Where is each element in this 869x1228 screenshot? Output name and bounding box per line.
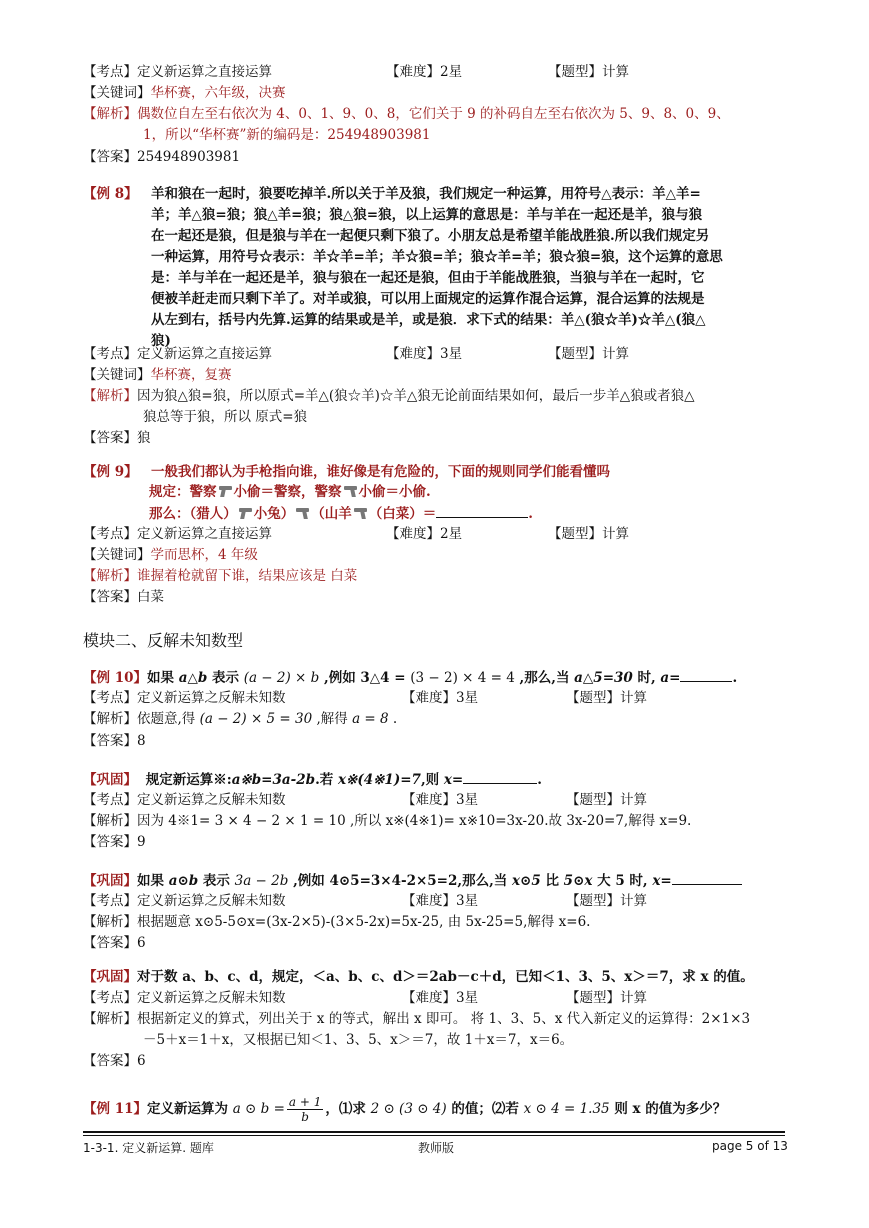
example-8-question [83,184,701,204]
tixing-value: 计算 [620,990,647,1006]
kaodian-row [83,688,647,708]
kaodian-label: 【考点】 [83,792,137,808]
equals-sign: ＝ [422,506,437,522]
q-math: a※b=3a-2b [231,772,316,788]
kaodian-row [83,891,647,911]
jiexi-row [83,104,730,124]
q-line: 从左到右，括号内先算.运算的结果或是羊，或是狼．求下式的结果：羊△(狼☆羊)☆羊△(狼△ [151,312,706,328]
practice-tag: 【巩固】 [83,772,137,788]
jiexi-row [83,912,590,932]
q-text: 表示 [198,873,235,889]
q-math: a⊙b [168,873,199,889]
jiexi-row [83,709,397,729]
q-line: 一般我们都认为手枪指向谁，谁好像是有危险的，下面的规则同学们能看懂吗 [151,464,610,480]
pistol-icon [344,485,357,497]
q-math: (3 − 2) × 4 = 4 [410,670,515,686]
keyword-label: 【关键词】 [83,367,151,383]
daan-row [83,428,151,448]
q-text: ,例如 4⊙5=3×4-2×5=2,那么,当 [288,873,512,889]
kaodian-value: 定义新运算之直接运算 [137,64,272,80]
daan-row [83,587,164,607]
keyword-label: 【关键词】 [83,547,151,563]
nandu-label: 【难度】 [386,64,440,80]
nandu-label: 【难度】 [402,690,456,706]
pistol-icon [239,507,252,519]
practice-3-question [83,967,754,987]
daan-label: 【答案】 [83,834,137,850]
example-10-question [83,667,737,688]
example-9-query [149,503,533,524]
comma: ， [301,484,315,500]
jiexi-label: 【解析】 [83,813,137,829]
jiexi-text: 依题意,得 [137,711,200,727]
daan-value: 狼 [137,430,151,446]
practice-tag: 【巩固】 [83,873,137,889]
jiexi-row [83,386,695,406]
keyword-value: 华杯赛，复赛 [150,367,232,383]
keyword-value: 华杯赛，六年级，决赛 [150,85,286,101]
daan-label: 【答案】 [83,935,137,951]
q-math: a△b [178,670,208,686]
jiexi-text: ,解得 [312,711,353,727]
jiexi-label: 【解析】 [83,914,137,930]
jiexi-text: 因为 4※1= [137,813,215,829]
tixing-value: 计算 [620,792,647,808]
kaodian-row [83,344,629,364]
q-text: 比 [540,873,564,889]
nandu-label: 【难度】 [386,346,440,362]
footer-center: 教师版 [418,1141,455,1155]
kaodian-row [83,790,647,810]
jiexi-label: 【解析】 [83,106,137,122]
jiexi-label: 【解析】 [83,711,137,727]
answer-blank [672,870,742,885]
keyword-label: 【关键词】 [83,85,151,101]
kaodian-value: 定义新运算之反解未知数 [137,690,286,706]
tixing-value: 计算 [620,893,647,909]
jiexi-text: 谁握着枪就留下谁，结果应该是 白菜 [137,568,358,584]
q-line: 羊和狼在一起时，狼要吃掉羊.所以关于羊及狼，我们规定一种运算，用符号△表示：羊△羊= [151,186,701,202]
hunter-text: （猎人） [189,506,237,522]
daan-label: 【答案】 [83,589,137,605]
q-text: ,则 [420,772,444,788]
jiexi-label: 【解析】 [83,1011,137,1027]
jiexi-math: a = 8 [352,711,389,727]
sheep-text: （山羊 [311,506,352,522]
tixing-value: 计算 [602,64,629,80]
q-text: 则 x 的值为多少？ [609,1101,727,1117]
daan-label: 【答案】 [83,149,137,165]
daan-label: 【答案】 [83,1053,137,1069]
q-math: a= [660,670,681,686]
nandu-value: 3星 [440,346,463,362]
example-9-question [83,462,610,482]
police-text: 警察 [274,484,301,500]
fraction [287,1095,323,1124]
jiexi-text-cont: －5＋x＝1＋x，又根据已知＜1、3、5、x＞＝7，故 1＋x＝7，x＝6。 [143,1032,574,1048]
thief-text: 小偷 [358,484,386,500]
q-line: 是：羊与羊在一起还是羊，狼与狼在一起还是狼，但由于羊能战胜狼，当狼与羊在一起时，它 [151,270,705,286]
kaodian-label: 【考点】 [83,690,137,706]
nandu-value: 3星 [456,690,479,706]
q-text: .若 [315,772,338,788]
jiexi-text: 偶数位自左至右依次为 4、0、1、9、0、8，它们关于 9 的补码自左至右依次为 5、9、8、0、9、 [137,106,730,122]
daan-label: 【答案】 [83,733,137,749]
q-math: a△5=30 [574,670,633,686]
footer-rule-thin [83,1135,785,1136]
practice-2-question [83,870,742,891]
practice-1-question [83,769,542,790]
practice-tag: 【巩固】 [83,969,137,985]
q-text: 大 5 时, [592,873,653,889]
jiexi-text: ,所以 x※(4※1)= x※10=3x-20.故 3x-20=7,解得 x=9. [345,813,692,829]
example-11-tag: 【例 11】 [83,1101,147,1117]
tixing-label: 【题型】 [566,990,620,1006]
q-math: 2 ⊙ (3 ⊙ 4) [370,1101,447,1117]
equals-sign: ＝ [260,484,274,500]
tixing-value: 计算 [620,690,647,706]
cabbage-text: （白菜） [368,506,423,522]
tixing-label: 【题型】 [566,893,620,909]
q-text: 时, [632,670,661,686]
daan-row [83,933,146,953]
jiexi-text: 因为狼△狼=狼，所以原式=羊△(狼☆羊)☆羊△狼无论前面结果如何，最后一步羊△狼或者狼△ [137,388,695,404]
q-math: x※(4※1)=7 [337,772,421,788]
keyword-row [83,83,286,103]
police-text: 警察 [314,484,342,500]
daan-value: 6 [137,935,146,951]
jiexi-row [83,811,691,831]
nandu-label: 【难度】 [402,792,456,808]
kaodian-label: 【考点】 [83,893,137,909]
pistol-icon [296,507,309,519]
answer-blank [463,769,537,784]
daan-row [83,1051,146,1071]
period: . [528,506,533,522]
keyword-row [83,545,258,565]
tixing-label: 【题型】 [548,346,602,362]
nandu-label: 【难度】 [402,893,456,909]
nandu-value: 2星 [440,64,463,80]
example-9-rule [149,482,431,502]
kaodian-row [83,524,629,544]
police-text: 警察 [189,484,217,500]
q-text: ，⑴求 [325,1101,371,1117]
q-math: 5⊙x [563,873,593,889]
tixing-label: 【题型】 [566,690,620,706]
q-text: ,例如 3△4 = [319,670,411,686]
footer-left: 1-3-1. 定义新运算. 题库 [83,1141,214,1155]
daan-row [83,731,146,751]
period: . [426,484,431,500]
daan-label: 【答案】 [83,430,137,446]
fraction-numerator: a + 1 [288,1095,322,1109]
nandu-label: 【难度】 [386,526,440,542]
tixing-label: 【题型】 [566,792,620,808]
example-10-tag: 【例 10】 [83,670,147,686]
footer-rule-thick [83,1131,785,1133]
daan-value: 254948903981 [137,149,241,165]
q-math: 3a − 2b [234,873,289,889]
q-math: (a − 2) × b [243,670,320,686]
tixing-label: 【题型】 [548,526,602,542]
kaodian-value: 定义新运算之反解未知数 [137,893,286,909]
kaodian-value: 定义新运算之直接运算 [137,526,272,542]
kaodian-row [83,988,647,1008]
nandu-value: 2星 [440,526,463,542]
nandu-value: 3星 [456,893,479,909]
tixing-value: 计算 [602,346,629,362]
kaodian-label: 【考点】 [83,346,137,362]
q-text: 如果 [147,670,179,686]
q-text: 表示 [207,670,244,686]
period: . [732,670,738,686]
pistol-icon [219,485,232,497]
jiexi-text-cont: 1，所以“华杯赛”新的编码是：254948903981 [143,127,431,143]
kaodian-label: 【考点】 [83,526,137,542]
kaodian-label: 【考点】 [83,990,137,1006]
q-line: 狼) [151,333,171,349]
q-math: x⊙5 [512,873,541,889]
daan-row [83,832,146,852]
q-text: 定义新运算为 [147,1101,233,1117]
query-prefix: 那么： [149,506,190,522]
nandu-value: 3星 [456,990,479,1006]
thief-text: 小偷 [399,484,426,500]
fraction-denominator: b [301,1110,309,1124]
jiexi-text: 根据题意 x⊙5-5⊙x=(3x-2×5)-(3×5-2x)=5x-25, 由 5x-25=5,解得 x=6. [137,914,591,930]
q-line: 在一起还是狼，但是狼与羊在一起便只剩下狼了。小朋友总是希望羊能战胜狼.所以我们规定另 [151,228,710,244]
q-text: ,那么,当 [514,670,575,686]
equals-sign: ＝ [385,484,399,500]
kaodian-label: 【考点】 [83,64,137,80]
section-heading: 模块二、反解未知数型 [83,631,244,650]
jiexi-text-cont: 狼总等于狼，所以 原式=狼 [143,409,308,425]
q-math: x= [652,873,672,889]
q-math: x= [443,772,464,788]
tixing-label: 【题型】 [548,64,602,80]
footer-page-number: page 5 of 13 [712,1139,788,1153]
kaodian-value: 定义新运算之反解未知数 [137,792,286,808]
daan-row [83,147,240,167]
jiexi-row [83,566,357,586]
q-line: 一种运算，用符号☆表示：羊☆羊=羊；羊☆狼=羊；狼☆羊=羊；狼☆狼=狼，这个运算的意思 [151,249,723,265]
example-9-tag: 【例 9】 [83,464,138,480]
q-math: x ⊙ 4 = 1.35 [523,1101,610,1117]
q-line: 便被羊赶走而只剩下羊了。对羊或狼，可以用上面规定的运算作混合运算，混合运算的法规是 [151,291,705,307]
q-math: a ⊙ b = [232,1101,285,1117]
keyword-row [83,365,232,385]
daan-value: 9 [137,834,146,850]
answer-blank [436,503,528,518]
daan-value: 白菜 [137,589,164,605]
q-line: 羊；羊△狼=狼；狼△羊=狼；狼△狼=狼，以上运算的意思是：羊与羊在一起还是羊，狼与狼 [151,207,703,223]
answer-blank [680,667,732,682]
jiexi-math: 3 × 4 − 2 × 1 = 10 [214,813,346,829]
jiexi-row [83,1009,750,1029]
daan-value: 6 [137,1053,146,1069]
rule-prefix: 规定： [149,484,190,500]
kaodian-row [83,62,629,82]
rabbit-text: 小兔） [253,506,295,522]
q-text: 规定新运算※: [145,772,232,788]
kaodian-value: 定义新运算之反解未知数 [137,990,286,1006]
jiexi-label: 【解析】 [83,388,137,404]
q-text: 的值；⑵若 [446,1101,524,1117]
example-8-tag: 【例 8】 [83,186,138,202]
thief-text: 小偷 [233,484,261,500]
daan-value: 8 [137,733,146,749]
kaodian-value: 定义新运算之直接运算 [137,346,272,362]
jiexi-math: (a − 2) × 5 = 30 [199,711,313,727]
q-text: 如果 [137,873,169,889]
tixing-value: 计算 [602,526,629,542]
period: . [537,772,542,788]
example-11-question [83,1094,726,1124]
keyword-value: 学而思杯，4 年级 [150,547,258,563]
jiexi-text: 根据新定义的算式，列出关于 x 的等式，解出 x 即可。 将 1、3、5、x 代入新定义的运算得：2×1×3 [137,1011,751,1027]
q-text: 对于数 a、b、c、d，规定，＜a、b、c、d＞＝2ab－c＋d，已知＜1、3、5、x＞＝7，求 x 的值。 [137,969,754,985]
pistol-icon [354,507,367,519]
period: . [388,711,398,727]
jiexi-label: 【解析】 [83,568,137,584]
nandu-label: 【难度】 [402,990,456,1006]
nandu-value: 3星 [456,792,479,808]
